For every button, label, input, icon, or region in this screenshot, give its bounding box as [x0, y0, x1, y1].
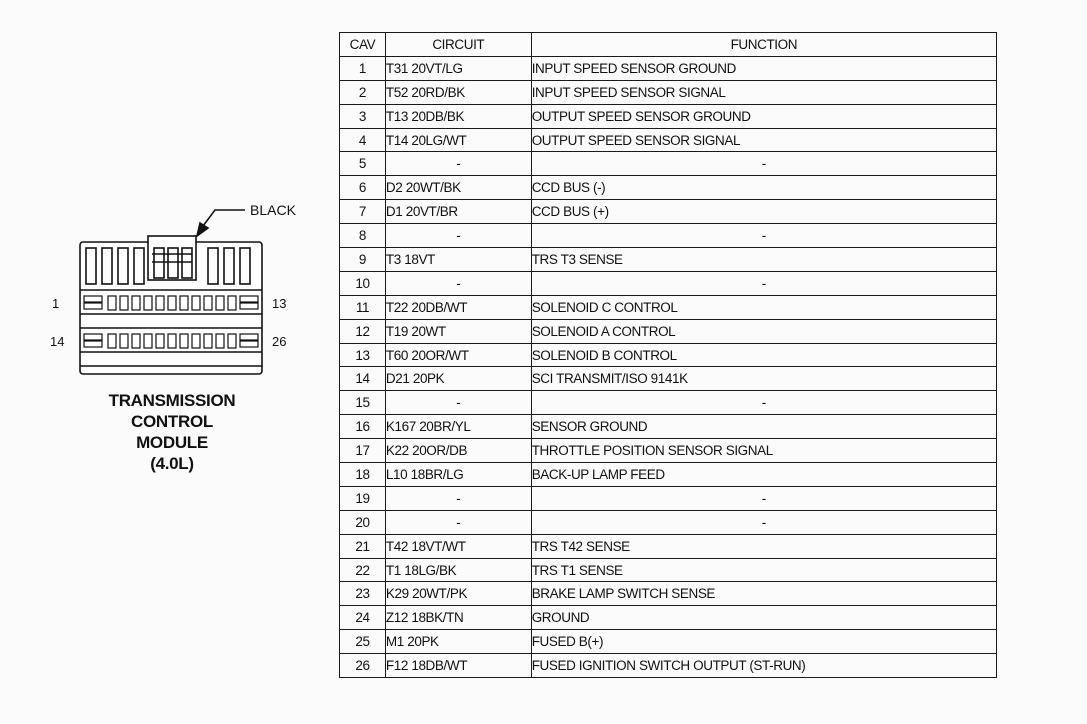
- circuit-cell: -: [385, 486, 531, 510]
- connector-pin: [180, 296, 188, 310]
- connector-post: [240, 248, 250, 284]
- circuit-cell: T22 20DB/WT: [385, 295, 531, 319]
- connector-diagram: [40, 190, 310, 390]
- table-row: [340, 128, 997, 152]
- circuit-cell: D21 20PK: [385, 367, 531, 391]
- connector-pin: [144, 296, 152, 310]
- connector-end-block: [240, 334, 258, 340]
- circuit-cell: T14 20LG/WT: [385, 128, 531, 152]
- table-row: [340, 606, 997, 630]
- connector-pin: [204, 334, 212, 348]
- table-row: [340, 534, 997, 558]
- connector-end-block: [84, 334, 102, 340]
- connector-pin: [168, 334, 176, 348]
- pin-label-26: 26: [272, 334, 287, 349]
- function-cell: SCI TRANSMIT/ISO 9141K: [531, 367, 996, 391]
- connector-pin: [228, 334, 236, 348]
- table-row: [340, 104, 997, 128]
- connector-pin-row-top: [84, 296, 258, 310]
- function-cell: -: [531, 486, 996, 510]
- header-cav: CAV: [340, 33, 386, 57]
- circuit-cell: T31 20VT/LG: [385, 56, 531, 80]
- table-row: [340, 80, 997, 104]
- circuit-cell: T1 18LG/BK: [385, 558, 531, 582]
- function-cell: -: [531, 152, 996, 176]
- function-cell: -: [531, 224, 996, 248]
- connector-pin: [120, 296, 128, 310]
- connector-pin: [168, 296, 176, 310]
- cav-cell: 23: [340, 582, 386, 606]
- table-row: [340, 391, 997, 415]
- header-function: FUNCTION: [531, 33, 996, 57]
- table-row: [340, 56, 997, 80]
- circuit-cell: L10 18BR/LG: [385, 463, 531, 487]
- connector-color-label: BLACK: [250, 202, 296, 218]
- table-row: [340, 271, 997, 295]
- circuit-cell: T3 18VT: [385, 248, 531, 272]
- cav-cell: 10: [340, 271, 386, 295]
- cav-cell: 16: [340, 415, 386, 439]
- cav-cell: 9: [340, 248, 386, 272]
- connector-pin: [108, 296, 116, 310]
- pin-label-13: 13: [272, 296, 287, 311]
- table-body: [340, 56, 997, 677]
- table-row: [340, 486, 997, 510]
- function-cell: BRAKE LAMP SWITCH SENSE: [531, 582, 996, 606]
- circuit-cell: K22 20OR/DB: [385, 439, 531, 463]
- connector-post: [102, 248, 112, 284]
- header-circuit: CIRCUIT: [385, 33, 531, 57]
- caption-line: CONTROL: [131, 412, 213, 431]
- table-row: [340, 152, 997, 176]
- cav-cell: 12: [340, 319, 386, 343]
- caption-line: (4.0L): [150, 454, 194, 473]
- cav-cell: 26: [340, 654, 386, 678]
- connector-end-block: [84, 296, 102, 302]
- cav-cell: 5: [340, 152, 386, 176]
- circuit-cell: Z12 18BK/TN: [385, 606, 531, 630]
- cav-cell: 20: [340, 510, 386, 534]
- function-cell: CCD BUS (+): [531, 200, 996, 224]
- circuit-cell: F12 18DB/WT: [385, 654, 531, 678]
- cav-cell: 4: [340, 128, 386, 152]
- function-cell: CCD BUS (-): [531, 176, 996, 200]
- circuit-cell: -: [385, 391, 531, 415]
- circuit-cell: K167 20BR/YL: [385, 415, 531, 439]
- connector-pin: [132, 296, 140, 310]
- circuit-cell: -: [385, 271, 531, 295]
- cav-cell: 24: [340, 606, 386, 630]
- function-cell: OUTPUT SPEED SENSOR SIGNAL: [531, 128, 996, 152]
- circuit-cell: K29 20WT/PK: [385, 582, 531, 606]
- connector-pin: [204, 296, 212, 310]
- connector-post: [86, 248, 96, 284]
- connector-post: [118, 248, 128, 284]
- connector-pin: [156, 296, 164, 310]
- connector-pin: [144, 334, 152, 348]
- connector-pin: [216, 334, 224, 348]
- cav-cell: 25: [340, 630, 386, 654]
- pin-label-14: 14: [50, 334, 65, 349]
- table-header-row: [340, 33, 997, 57]
- table-row: [340, 463, 997, 487]
- function-cell: BACK-UP LAMP FEED: [531, 463, 996, 487]
- function-cell: -: [531, 271, 996, 295]
- table-row: [340, 295, 997, 319]
- pin-label-1: 1: [52, 296, 60, 311]
- connector-pin: [192, 296, 200, 310]
- connector-pin: [216, 296, 224, 310]
- connector-post: [208, 248, 218, 284]
- table-row: [340, 558, 997, 582]
- function-cell: GROUND: [531, 606, 996, 630]
- function-cell: TRS T42 SENSE: [531, 534, 996, 558]
- cav-cell: 17: [340, 439, 386, 463]
- connector-pin-row-bottom: [84, 334, 258, 348]
- connector-end-block: [84, 341, 102, 347]
- connector-pin: [180, 334, 188, 348]
- connector-pin: [156, 334, 164, 348]
- table-row: [340, 248, 997, 272]
- function-cell: FUSED B(+): [531, 630, 996, 654]
- cav-cell: 1: [340, 56, 386, 80]
- caption-line: MODULE: [136, 433, 208, 452]
- connector-end-block: [84, 303, 102, 309]
- table-row: [340, 367, 997, 391]
- function-cell: -: [531, 391, 996, 415]
- table-row: [340, 415, 997, 439]
- function-cell: THROTTLE POSITION SENSOR SIGNAL: [531, 439, 996, 463]
- connector-end-block: [240, 341, 258, 347]
- circuit-cell: -: [385, 510, 531, 534]
- cav-cell: 8: [340, 224, 386, 248]
- connector-pin: [192, 334, 200, 348]
- circuit-cell: T60 20OR/WT: [385, 343, 531, 367]
- cav-cell: 6: [340, 176, 386, 200]
- cav-cell: 22: [340, 558, 386, 582]
- function-cell: SENSOR GROUND: [531, 415, 996, 439]
- table-row: [340, 200, 997, 224]
- function-cell: FUSED IGNITION SWITCH OUTPUT (ST-RUN): [531, 654, 996, 678]
- function-cell: TRS T1 SENSE: [531, 558, 996, 582]
- cav-cell: 2: [340, 80, 386, 104]
- table-row: [340, 630, 997, 654]
- connector-post: [224, 248, 234, 284]
- table-row: [340, 343, 997, 367]
- circuit-cell: T19 20WT: [385, 319, 531, 343]
- cav-cell: 15: [340, 391, 386, 415]
- table-row: [340, 654, 997, 678]
- table-row: [340, 439, 997, 463]
- connector-end-block: [240, 296, 258, 302]
- pinout-table: [339, 32, 997, 678]
- function-cell: OUTPUT SPEED SENSOR GROUND: [531, 104, 996, 128]
- circuit-cell: -: [385, 224, 531, 248]
- caption-line: TRANSMISSION: [108, 391, 236, 410]
- function-cell: SOLENOID B CONTROL: [531, 343, 996, 367]
- table-row: [340, 582, 997, 606]
- circuit-cell: T52 20RD/BK: [385, 80, 531, 104]
- connector-end-block: [240, 303, 258, 309]
- connector-pin: [228, 296, 236, 310]
- function-cell: SOLENOID A CONTROL: [531, 319, 996, 343]
- cav-cell: 14: [340, 367, 386, 391]
- circuit-cell: M1 20PK: [385, 630, 531, 654]
- cav-cell: 21: [340, 534, 386, 558]
- cav-cell: 7: [340, 200, 386, 224]
- connector-pin: [132, 334, 140, 348]
- function-cell: INPUT SPEED SENSOR SIGNAL: [531, 80, 996, 104]
- table-row: [340, 176, 997, 200]
- black-callout-arrow: [197, 210, 245, 236]
- circuit-cell: -: [385, 152, 531, 176]
- cav-cell: 18: [340, 463, 386, 487]
- circuit-cell: D1 20VT/BR: [385, 200, 531, 224]
- table-row: [340, 319, 997, 343]
- connector-caption: [88, 390, 256, 474]
- function-cell: TRS T3 SENSE: [531, 248, 996, 272]
- table-row: [340, 510, 997, 534]
- cav-cell: 11: [340, 295, 386, 319]
- function-cell: -: [531, 510, 996, 534]
- connector-post: [134, 248, 144, 284]
- cav-cell: 19: [340, 486, 386, 510]
- cav-cell: 3: [340, 104, 386, 128]
- connector-pin: [108, 334, 116, 348]
- table-row: [340, 224, 997, 248]
- function-cell: SOLENOID C CONTROL: [531, 295, 996, 319]
- circuit-cell: T13 20DB/BK: [385, 104, 531, 128]
- circuit-cell: T42 18VT/WT: [385, 534, 531, 558]
- cav-cell: 13: [340, 343, 386, 367]
- circuit-cell: D2 20WT/BK: [385, 176, 531, 200]
- connector-pin: [120, 334, 128, 348]
- function-cell: INPUT SPEED SENSOR GROUND: [531, 56, 996, 80]
